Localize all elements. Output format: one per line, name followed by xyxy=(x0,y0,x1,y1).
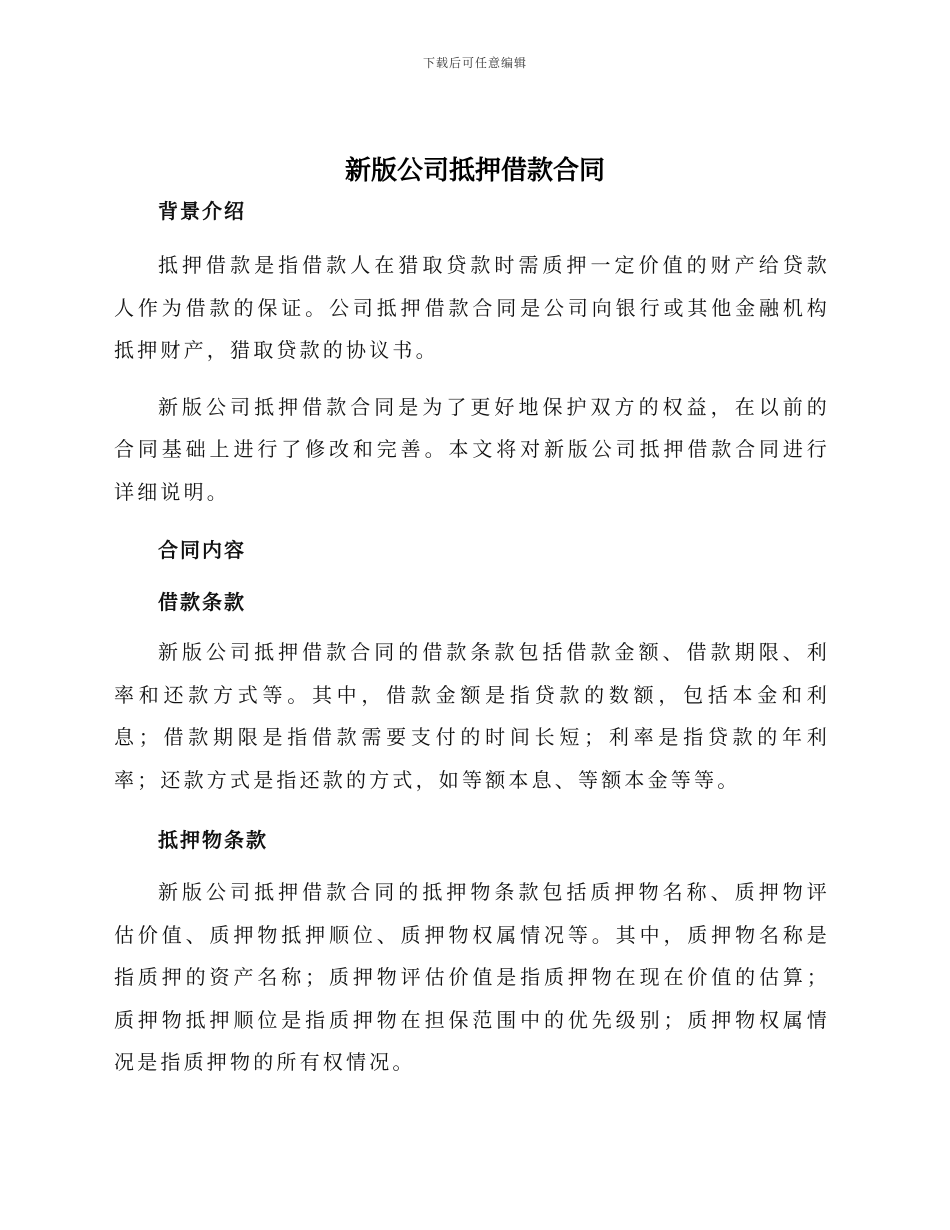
section-heading-collateral-terms: 抵押物条款 xyxy=(158,828,268,852)
section-heading-loan-terms: 借款条款 xyxy=(158,590,246,614)
section-heading-contract-content: 合同内容 xyxy=(158,538,246,562)
paragraph-collateral-terms: 新版公司抵押借款合同的抵押物条款包括质押物名称、质押物评估价值、质押物抵押顺位、质押物权属情况等。其中，质押物名称是指质押的资产名称；质押物评估价值是指质押物在现在价值的估算；质押物抵押顺位是指质押物在担保范围中的优先级别；质押物权属情况是指质押物的所有权情况。 xyxy=(114,880,830,1074)
paragraph-background-1: 抵押借款是指借款人在猎取贷款时需质押一定价值的财产给贷款人作为借款的保证。公司抵押借款合同是公司向银行或其他金融机构抵押财产，猎取贷款的协议书。 xyxy=(114,253,830,362)
document-body xyxy=(114,196,830,1084)
paragraph-loan-terms: 新版公司抵押借款合同的借款条款包括借款金额、借款期限、利率和还款方式等。其中，借款金额是指贷款的数额，包括本金和利息；借款期限是指借款需要支付的时间长短；利率是指贷款的年利率；还款方式是指还款的方式，如等额本息、等额本金等等。 xyxy=(114,640,830,792)
header-note: 下载后可任意编辑 xyxy=(422,56,527,70)
section-heading-background: 背景介绍 xyxy=(158,199,246,223)
document-title: 新版公司抵押借款合同 xyxy=(344,156,605,186)
paragraph-background-2: 新版公司抵押借款合同是为了更好地保护双方的权益，在以前的合同基础上进行了修改和完善。本文将对新版公司抵押借款合同进行详细说明。 xyxy=(114,394,830,504)
